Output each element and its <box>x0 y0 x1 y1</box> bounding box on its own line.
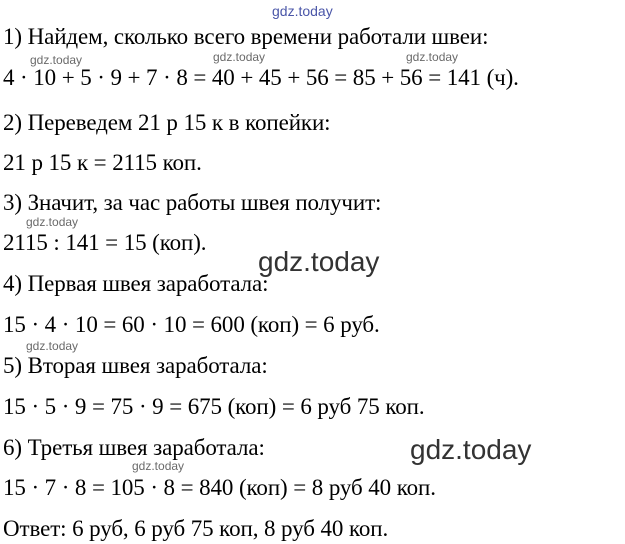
watermark: gdz.today <box>30 53 83 67</box>
step-4-heading: 4) Первая швея заработала: <box>3 271 269 296</box>
step-5-calculation: 15 · 5 · 9 = 75 · 9 = 675 (коп) = 6 руб 75 коп. <box>3 394 425 419</box>
step-3-calculation: 2115 : 141 = 15 (коп). <box>3 230 207 255</box>
step-3-heading: 3) Значит, за час работы швея получит: <box>3 190 382 215</box>
step-2-calculation: 21 р 15 к = 2115 коп. <box>3 150 202 175</box>
step-6-heading: 6) Третья швея заработала: <box>3 435 265 460</box>
watermark-large: gdz.today <box>410 434 532 465</box>
watermark: gdz.today <box>26 215 79 229</box>
watermark-top: gdz.today <box>272 3 333 19</box>
step-2-heading: 2) Переведем 21 р 15 к в копейки: <box>3 110 331 135</box>
step-1-heading: 1) Найдем, сколько всего времени работали швеи: <box>3 24 489 49</box>
step-1-calculation: 4 · 10 + 5 · 9 + 7 · 8 = 40 + 45 + 56 = 85 + 56 = 141 (ч). <box>3 65 519 90</box>
step-6-calculation: 15 · 7 · 8 = 105 · 8 = 840 (коп) = 8 руб 40 коп. <box>3 475 436 500</box>
watermark: gdz.today <box>26 339 79 353</box>
step-5-heading: 5) Вторая швея заработала: <box>3 353 268 378</box>
step-4-calculation: 15 · 4 · 10 = 60 · 10 = 600 (коп) = 6 руб. <box>3 312 380 337</box>
watermark: gdz.today <box>132 459 185 473</box>
answer: Ответ: 6 руб, 6 руб 75 коп, 8 руб 40 коп. <box>3 516 389 541</box>
watermark: gdz.today <box>213 50 266 64</box>
watermark: gdz.today <box>406 50 459 64</box>
watermark-large: gdz.today <box>258 246 380 277</box>
